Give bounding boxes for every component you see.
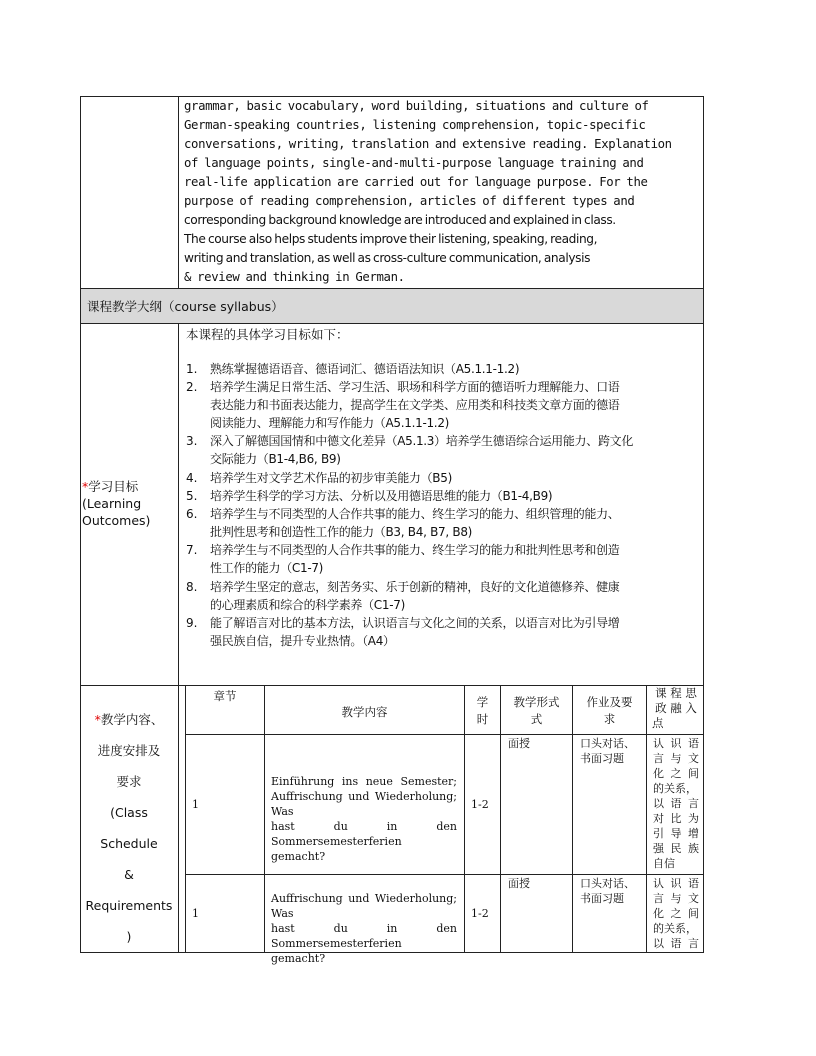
description-line: & review and thinking in German.: [184, 270, 405, 284]
row-ideology-line: 以 语 言: [653, 797, 699, 810]
row-ideology-line: 的关系，: [653, 922, 697, 935]
schedule-label-line: Requirements: [85, 898, 173, 913]
outcome-text: 培养学生与不同类型的人合作共事的能力、终生学习的能力和批判性思考和创造: [210, 543, 620, 557]
required-marker: *: [94, 712, 101, 727]
row-content-line: Einführung ins neue Semester;: [271, 775, 457, 788]
outcome-number: 3.: [186, 434, 198, 448]
outcome-text: 培养学生与不同类型的人合作共事的能力、终生学习的能力、组织管理的能力、: [210, 507, 620, 521]
row-ideology-line: 引 导 增: [653, 827, 699, 840]
header-hours: [465, 694, 500, 728]
row-ideology-line: 强 民 族: [653, 842, 699, 855]
outcome-number: 6.: [186, 507, 198, 521]
row-ideology-line: 认 识 语: [653, 737, 699, 750]
outcome-item: [186, 378, 700, 432]
required-marker: *: [82, 479, 89, 494]
row-ideology-line: 化 之 间: [653, 907, 699, 920]
description-line: of language points, single-and-multi-purpose language training and: [184, 156, 644, 170]
header-ideology-line: 政 融 入: [655, 701, 697, 715]
table-rule: [185, 874, 704, 875]
row-ideology-line: 化 之 间: [653, 767, 699, 780]
row-ideology-line: 认 识 语: [653, 877, 699, 890]
row-homework-line: 书面习题: [580, 752, 624, 765]
learning-outcomes-label: [82, 478, 172, 529]
course-description: [184, 97, 698, 287]
description-line: conversations, writing, translation and extensive reading. Explanation: [184, 137, 672, 151]
outcome-item: [186, 614, 700, 650]
header-hours-line: 时: [476, 712, 489, 726]
outcome-number: 7.: [186, 543, 198, 557]
syllabus-header: 课程教学大纲（course syllabus）: [80, 288, 704, 324]
schedule-label-line: (Class: [110, 805, 148, 820]
label-en: Outcomes): [82, 513, 151, 528]
row-ideology: [653, 876, 699, 951]
row-ideology-line: 的关系，: [653, 782, 697, 795]
table-rule: [646, 686, 647, 953]
description-line: corresponding background knowledge are introduced and explained in class.: [184, 213, 616, 227]
outcome-number: 2.: [186, 380, 198, 394]
outcome-number: 4.: [186, 471, 198, 485]
row-content: [271, 774, 457, 864]
outcome-text: 深入了解德国国情和中德文化差异（A5.1.3）培养学生德语综合运用能力、跨文化: [210, 434, 634, 448]
label-cn: 学习目标: [88, 479, 139, 494]
description-line: purpose of reading comprehension, articles of different types and: [184, 194, 635, 208]
header-form-line: 式: [530, 712, 543, 726]
outcome-text: 强民族自信，提升专业热情。（A4）: [210, 634, 395, 648]
header-homework-line: 求: [603, 712, 616, 726]
row-content-line: gemacht?: [271, 952, 326, 965]
row-form: 面授: [508, 737, 530, 750]
header-content: 教学内容: [341, 705, 388, 719]
row-content-line: Auffrischung und Wiederholung; Was: [271, 790, 457, 818]
row-hours: 1-2: [471, 798, 489, 811]
row-ideology: [653, 736, 699, 871]
schedule-label-line: Schedule: [100, 836, 158, 851]
header-form-line: 教学形式: [513, 695, 560, 709]
row-form: 面授: [508, 877, 530, 890]
table-rule: [185, 734, 704, 735]
outcome-text: 性工作的能力（C1-7): [210, 561, 324, 575]
header-ideology: [652, 686, 700, 731]
outcome-text: 表达能力和书面表达能力，提高学生在文学类、应用类和科技类文章方面的德语: [210, 398, 620, 412]
row-content-line: gemacht?: [271, 850, 326, 863]
learning-outcomes-intro: 本课程的具体学习目标如下：: [186, 327, 349, 342]
outcome-text: 培养学生科学的学习方法、分析以及用德语思维的能力（B1-4,B9): [210, 489, 553, 503]
row-homework: [580, 736, 635, 766]
row-homework-line: 口头对话、: [580, 737, 635, 750]
row-content-line: Auffrischung und Wiederholung; Was: [271, 892, 457, 920]
row-homework-line: 口头对话、: [580, 877, 635, 890]
description-line: real-life application are carried out for language purpose. For the: [184, 175, 648, 189]
row-ideology-line: 言 与 文: [653, 752, 699, 765]
label-en: (Learning: [82, 496, 142, 511]
outcome-text: 的心理素质和综合的科学素养（C1-7): [210, 598, 405, 612]
outcome-text: 能了解语言对比的基本方法，认识语言与文化之间的关系，以语言对比为引导增: [210, 616, 620, 630]
outcome-number: 8.: [186, 580, 198, 594]
row-hours: 1-2: [471, 907, 489, 920]
row-homework-line: 书面习题: [580, 892, 624, 905]
description-label-cell: [80, 96, 179, 289]
outcome-item: [186, 541, 700, 577]
outcome-text: 阅读能力、理解能力和写作能力（A5.1.1-1.2): [210, 416, 450, 430]
header-ideology-line: 点: [652, 716, 664, 730]
row-ideology-line: 言 与 文: [653, 892, 699, 905]
outcome-item: [186, 360, 700, 378]
row-ideology-line: 自信: [653, 857, 675, 870]
header-homework: [573, 694, 646, 728]
header-homework-line: 作业及要: [586, 695, 633, 709]
description-line: The course also helps students improve their listening, speaking, reading,: [184, 232, 598, 246]
schedule-label: [80, 686, 178, 952]
outcome-text: 批判性思考和创造性工作的能力（B3, B4, B7, B8): [210, 525, 473, 539]
outcome-text: 培养学生坚定的意志，刻苦务实、乐于创新的精神，良好的文化道德修养、健康: [210, 580, 620, 594]
outcome-item: [186, 432, 700, 468]
outcome-item: [186, 487, 700, 505]
row-homework: [580, 876, 635, 906]
header-ideology-line: 课 程 思: [655, 686, 697, 700]
outcome-number: 9.: [186, 616, 198, 630]
outcome-text: 熟练掌握德语语音、德语词汇、德语语法知识（A5.1.1-1.2): [210, 362, 520, 376]
row-ideology-line: 以 语 言: [653, 937, 699, 950]
outcome-text: 交际能力（B1-4,B6, B9): [210, 452, 341, 466]
outcome-text: 培养学生对文学艺术作品的初步审美能力（B5): [210, 471, 452, 485]
table-rule: [264, 686, 265, 953]
schedule-label-line: 要求: [116, 774, 142, 789]
outcome-item: [186, 505, 700, 541]
row-chapter: 1: [192, 907, 199, 920]
description-line: writing and translation, as well as cross-culture communication, analysis: [184, 251, 591, 265]
outcome-text: 培养学生满足日常生活、学习生活、职场和科学方面的德语听力理解能力、口语: [210, 380, 620, 394]
header-chapter: 章节: [213, 689, 237, 703]
header-hours-line: 学: [476, 695, 489, 709]
schedule-label-line: &: [124, 867, 134, 882]
row-chapter: 1: [192, 798, 199, 811]
outcome-item: [186, 469, 700, 487]
schedule-label-line: ): [126, 929, 132, 944]
row-ideology-line: 对 比 为: [653, 812, 699, 825]
description-line: German-speaking countries, listening comprehension, topic-specific: [184, 118, 646, 132]
outcome-item: [186, 578, 700, 614]
outcome-number: 1.: [186, 362, 198, 376]
row-content: [271, 891, 457, 966]
schedule-label-line: 教学内容、: [100, 712, 164, 727]
schedule-label-line: 进度安排及: [97, 743, 161, 758]
row-content-line: hast du in den Sommersemesterferien: [271, 820, 457, 848]
outcome-number: 5.: [186, 489, 198, 503]
header-form: [501, 694, 572, 728]
description-line: grammar, basic vocabulary, word building, situations and culture of: [184, 99, 649, 113]
row-content-line: hast du in den Sommersemesterferien: [271, 922, 457, 950]
